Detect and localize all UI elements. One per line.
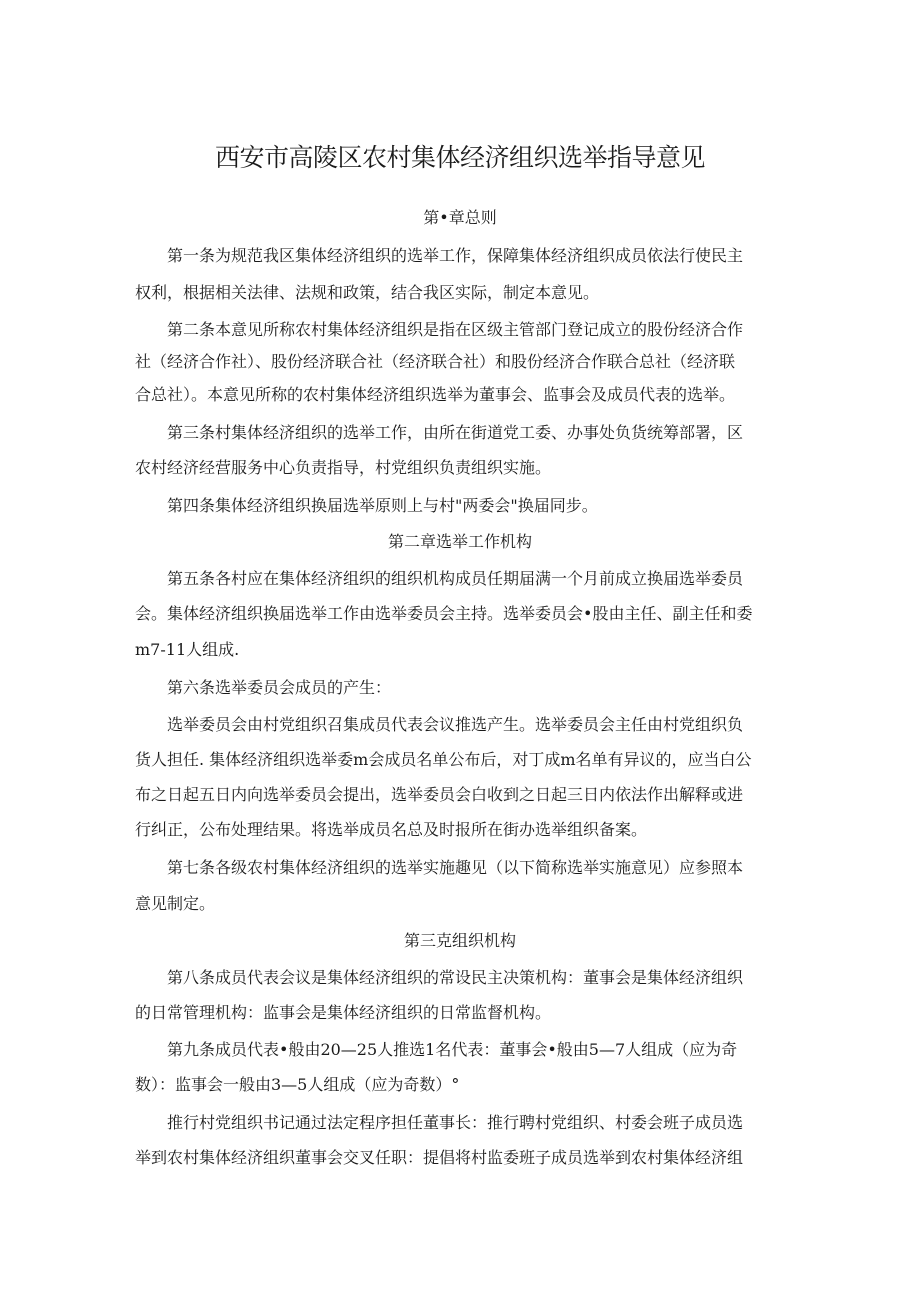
text-line: 布之日起五日内向选举委员会提出，选举委员会白收到之日起三日内依法作出解释或进 — [135, 785, 744, 804]
text-line: 合总社）。本意见所称的农村集体经济组织选举为董事会、监事会及成员代表的选举。 — [135, 385, 736, 404]
text-line: 第七条各级农村集体经济组织的选举实施趣见（以下简称选举实施意见）应参照本 — [167, 858, 744, 877]
chapter-heading-2: 第二章选举工作机构 — [387, 532, 532, 551]
text-line: 第六条选举委员会成员的产生： — [167, 678, 392, 697]
document-title: 西安市高陵区农村集体经济组织选举指导意见 — [214, 143, 705, 172]
text-line: 的日常管理机构：监事会是集体经济组织的日常监督机构。 — [135, 1003, 552, 1022]
text-line: 货人担任. 集体经济组织选举委m会成员名单公布后，对丁成m名单有异议的，应当白公 — [135, 750, 752, 769]
text-line: 社（经济合作社）、股份经济联合社（经济联合社）和股份经济合作联合总社（经济联 — [135, 352, 736, 371]
text-line: 第四条集体经济组织换届选举原则上与村"两委会"换届同步。 — [167, 496, 598, 515]
text-line: 行纠正，公布处理结果。将选举成员名总及时报所在街办选举组织备案。 — [135, 820, 648, 839]
text-line: 第二条本意见所称农村集体经济组织是指在区级主管部门登记成立的股份经济合作 — [167, 320, 744, 339]
text-line: 第九条成员代表•般由20—25人推选1名代表：董事会•般由5—7人组成（应为奇 — [167, 1040, 738, 1059]
text-line: 农村经济经营服务中心负责指导，村党组织负责组织实施。 — [135, 458, 552, 477]
text-line: 选举委员会由村党组织召集成员代表会议推选产生。选举委员会主任由村党组织负 — [167, 715, 744, 734]
text-line: 权利，根据相关法律、法规和政策，结合我区实际，制定本意见。 — [135, 283, 600, 302]
text-line: 会。集体经济组织换届选举工作由选举委员会主持。选举委员会•股由主任、副主任和委 — [135, 604, 753, 623]
text-line: 举到农村集体经济组织董事会交叉任职：提倡将村监委班子成员选举到农村集体经济组 — [135, 1148, 744, 1167]
chapter-heading-1: 第•章总则 — [423, 208, 497, 227]
text-line: 第三条村集体经济组织的选举工作，由所在街道党工委、办事处负货统筹部署，区 — [167, 423, 744, 442]
text-line: m7-11人组成. — [135, 640, 240, 659]
text-line: 第一条为规范我区集体经济组织的选举工作，保障集体经济组织成员依法行使民主 — [167, 246, 744, 265]
text-line: 推行村党组织书记通过法定程序担任董事长：推行聘村党组织、村委会班子成员选 — [167, 1113, 744, 1132]
text-line: 第五条各村应在集体经济组织的组织机构成员任期届满一个月前成立换届选举委员 — [167, 569, 744, 588]
text-line: 第八条成员代表会议是集体经济组织的常设民主决策机构：董事会是集体经济组织 — [167, 968, 744, 987]
chapter-heading-3: 第三克组织机构 — [403, 931, 516, 950]
text-line: 意见制定。 — [135, 894, 216, 913]
text-line: 数）：监事会一般由3—5人组成（应为奇数）° — [135, 1075, 460, 1094]
